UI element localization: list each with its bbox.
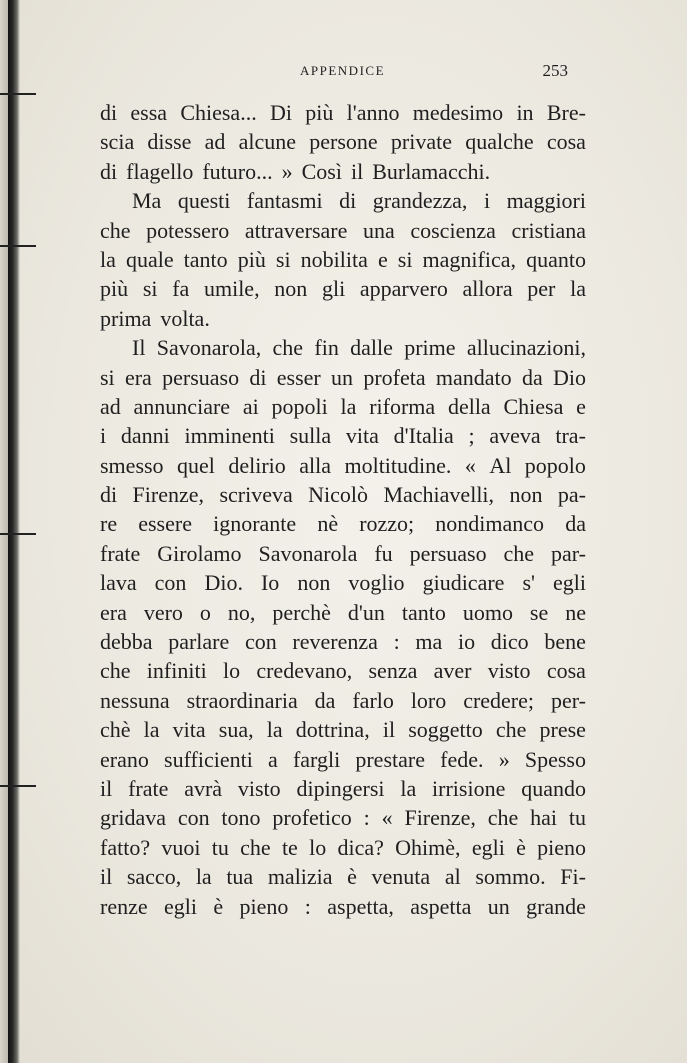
text-line: i danni imminenti sulla vita d'Italia ; aveva tra-: [100, 423, 586, 449]
text-line: lava con Dio. Io non voglio giudicare s' egli: [100, 570, 586, 596]
text-line: prima volta.: [100, 305, 210, 331]
text-line: renze egli è pieno : aspetta, aspetta un grande: [100, 893, 586, 919]
text-line: il frate avrà visto dipingersi la irrisione quando: [100, 775, 586, 801]
text-line: di flagello futuro... » Così il Burlamacchi.: [100, 158, 491, 184]
text-line: Ma questi fantasmi di grandezza, i maggiori: [132, 188, 586, 214]
text-line: il sacco, la tua malizia è venuta al sommo. Fi-: [100, 864, 586, 890]
text-line: la quale tanto più si nobilita e si magnifica, quanto: [100, 246, 586, 272]
binding-stitch: [0, 245, 36, 247]
binding-stitch: [0, 93, 36, 95]
text-line: Il Savonarola, che fin dalle prime allucinazioni,: [132, 335, 586, 361]
text-line: frate Girolamo Savonarola fu persuaso che par-: [100, 540, 586, 566]
text-line: che potessero attraversare una coscienza cristiana: [100, 217, 586, 243]
text-line: smesso quel delirio alla moltitudine. « Al popolo: [100, 452, 586, 478]
text-line: debba parlare con reverenza : ma io dico bene: [100, 629, 586, 655]
text-line: nessuna straordinaria da farlo loro credere; per-: [100, 687, 586, 713]
binding-stitch: [0, 785, 36, 787]
text-line: gridava con tono profetico : « Firenze, che hai tu: [100, 805, 586, 831]
text-line: più si fa umile, non gli apparvero allora per la: [100, 276, 586, 302]
running-head: APPENDICE: [300, 63, 386, 78]
page-header: [100, 63, 568, 83]
text-line: erano sufficienti a fargli prestare fede. » Spesso: [100, 746, 586, 772]
body-text: [100, 98, 586, 921]
text-line: re essere ignorante nè rozzo; nondimanco da: [100, 511, 586, 537]
text-line: di essa Chiesa... Di più l'anno medesimo in Bre-: [100, 100, 586, 125]
page-number: 253: [542, 61, 568, 80]
text-line: di Firenze, scriveva Nicolò Machiavelli, non pa-: [100, 482, 586, 508]
text-line: chè la vita sua, la dottrina, il soggetto che prese: [100, 717, 586, 743]
page-edge: [0, 0, 8, 1063]
text-line: ad annunciare ai popoli la riforma della Chiesa e: [100, 393, 586, 419]
book-binding: [8, 0, 20, 1063]
binding-stitch: [0, 533, 36, 535]
text-line: era vero o no, perchè d'un tanto uomo se ne: [100, 599, 586, 625]
text-line: si era persuaso di esser un profeta mandato da Dio: [100, 364, 586, 390]
text-line: che infiniti lo credevano, senza aver visto cosa: [100, 658, 586, 684]
text-line: fatto? vuoi tu che te lo dica? Ohimè, egli è pieno: [100, 834, 586, 860]
text-line: scia disse ad alcune persone private qualche cosa: [100, 129, 586, 155]
